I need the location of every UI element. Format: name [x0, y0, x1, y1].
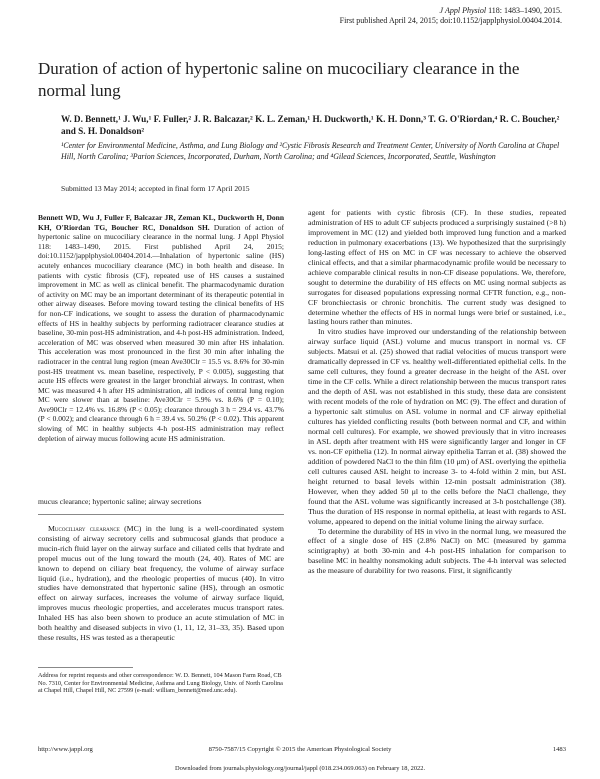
page-number: 1483: [552, 746, 566, 753]
footnote-rule: [38, 667, 133, 668]
article-title: Duration of action of hypertonic saline on mucociliary clearance in the normal lung: [38, 59, 520, 100]
keywords: mucus clearance; hypertonic saline; airway secretions: [38, 497, 202, 506]
journal-url[interactable]: http://www.jappl.org: [38, 746, 93, 753]
body-right-paragraph-1: agent for patients with cystic fibrosis (CF). In these studies, repeated administration of HS to adult CF subjects produced a surprisingly sustained (>8 h) improvement in MC (12) and yielded both improved lung function and a marked reduction in pulmonary exacerbations (13). We hypothesized that the surprisingly long-lasting effect of HS on MC in CF was necessary to achieve the observed clinical effects, and that a similar pharmacodynamic profile would be necessary to achieve comparable clinical results in non-CF disease populations. We, therefore, sought to determine the durability of HS effects on MC using normal subjects as surrogates for diseased populations expressing normal CFTR function, e.g., non-CF bronchiectasis or chronic bronchitis. The current study was designed to determine whether the effects of HS in normal lungs were brief or sustained, i.e., lasting hours rather than minutes.: [308, 208, 566, 327]
journal-header: [0, 6, 562, 26]
body-right-column: [308, 208, 566, 576]
section-divider: [38, 514, 284, 515]
body-right-paragraph-3: To determine the durability of HS in vivo in the normal lung, we measured the effect of a single dose of HS (2.8% NaCl) on MC (measured by gamma scintigraphy) at both 30-min and 4-h post-HS inhalation for comparison to baseline MC in healthy nonsmoking adult subjects. The 4-h interval was selected as the measure of durability for two reasons. First, it significantly: [308, 526, 566, 576]
correspondence-footnote: Address for reprint requests and other correspondence: W. D. Bennett, 104 Mason Farm Road, CB No. 7310, Center for Environmental Medicine, Asthma and Lung Biology, Univ. of North Carolina at Chapel Hill, Chapel Hill, NC 27599 (e-mail: william_bennett@med.unc.edu).: [38, 672, 283, 695]
copyright: 8750-7587/15 Copyright © 2015 the American Physiological Society: [208, 746, 392, 753]
body-right-paragraph-2: In vitro studies have improved our understanding of the relationship between airway surface liquid (ASL) volume and mucus transport in normal vs. CF subjects. Matsui et al. (25) showed that radial velocities of mucus transport were dramatically depressed in CF vs. healthy well-differentiated epithelial cells. In the same cell cultures, they found a greater decrease in the height of the ASL over time in the CF cells. While a direct relationship between the mucus transport rates and the depth of ASL was not established in this study, these data are consistent with recent models of the role of hydration on MC (9). The effect and duration of a hypertonic salt stimulus on ASL volume in normal and CF airway epithelial cultures has yielded conflicting results (both between normal and CF, and within normal cell cultures). For example, we showed previously that in vitro increases in ASL depth after treatment with HS were significantly larger and longer in CF vs. non-CF epithelia (12). In normal airway epithelia Tarran et al. (38) showed the addition of powdered NaCl to the thin film (10 μm) of ASL overlying the epithelia cell cultures caused ASL height to increase 3- to 4-fold within 2 min, but ASL height returned to basal levels within 12-min postsalt administration (38). However, when they added 50 μl to the cells before the NaCl challenge, they found that the ASL volume was significantly increased at 3-h postchallenge (38). Thus the duration of HS response in normal epithelia, at least with regards to ASL volume, appeared to depend on the initial volume lining the airway surface.: [308, 327, 566, 526]
first-published: First published April 24, 2015; doi:10.1152/japplphysiol.00404.2014.: [339, 16, 562, 25]
download-notice: Downloaded from journals.physiology.org/journal/jappl (018.234.069.063) on February 18, 2022.: [174, 765, 426, 772]
abstract-text: Duration of action of hypertonic saline on mucociliary clearance in the normal lung. J Appl Physiol 118: 1483–1490, 2015. First published April 24, 2015; doi:10.1152/japplphysiol.00404.2014.—Inhalation of hypertonic saline (HS) acutely enhances mucociliary clearance (MC) in both health and disease. In patients with cystic fibrosis (CF), repeated use of HS causes a sustained improvement in MC as well as clinical benefit. The pharmacodynamic duration of activity on MC may be an important determinant of its therapeutic potential in other airway diseases. Before moving toward testing the clinical benefits of HS for non-CF indications, we sought to assess the duration of pharmacodynamic effects of HS in healthy subjects by performing radiotracer clearance studies at baseline, 30-min post-HS administration, and 4-h post-HS administration. Indeed, acceleration of MC was observed when measured 30 min after HS inhalation. This acceleration was most pronounced in the first 30 min after inhaling the radiotracer in the central lung region (mean Ave30Clr = 15.5 vs. 8.6% for 30-min post-HS treatment vs. mean baseline, respectively, P < 0.005), suggesting that acute HS effects were greatest in the larger bronchial airways. In contrast, when MC was measured 4 h after HS administration, all indices of central lung region MC were slower than at baseline: Ave30Clr = 5.9% vs. 8.6% (P = 0.10); Ave90Clr = 12.4% vs. 16.8% (P < 0.05); clearance through 3 h = 29.4 vs. 43.7% (P < 0.002); and clearance through 6 h = 39.4 vs. 50.2% (P < 0.02). This apparent slowing of MC in healthy subjects 4-h post-HS administration may reflect depletion of airway mucus following acute HS administration.: [38, 222, 284, 443]
affiliations: ¹Center for Environmental Medicine, Asthma, and Lung Biology and ²Cystic Fibrosis Research and Treatment Center, University of North Carolina at Chapel Hill, North Carolina; ³Parion Sciences, Incorporated, Durham, North Carolina; and ⁴Gilead Sciences, Incorporated, Seattle, Washington: [61, 141, 560, 161]
journal-abbrev: J Appl Physiol: [439, 6, 487, 15]
submitted-date: Submitted 13 May 2014; accepted in final form 17 April 2015: [61, 184, 250, 193]
authors: W. D. Bennett,¹ J. Wu,¹ F. Fuller,² J. R. Balcazar,² K. L. Zeman,¹ H. Duckworth,¹ K. H. Donn,³ T. G. O'Riordan,⁴ R. C. Boucher,² and S. H. Donaldson²: [61, 114, 560, 136]
lead-in: Mucociliary clearance: [48, 524, 120, 533]
body-left-text: (MC) in the lung is a well-coordinated system consisting of airway secretory cells and submucosal glands that produce a mucin-rich fluid layer on the airway surface and ciliated cells that hydrate and propel mucus out of the lung toward the mouth (24, 40). Rates of MC are known to depend on ciliary beat frequency, the volume of airway surface liquid (i.e., hydration), and the rheologic properties of mucus (40). In vitro studies have demonstrated that hypertonic saline (HS), through an osmotic effect on airway surfaces, increases the volume of airway surface liquid, improves mucus rheologic properties, and accelerates mucus transport rates. Inhaled HS has also been shown to produce an acute stimulation of MC in both healthy and diseased subjects in vivo (1, 11, 12, 31–33, 35). Based upon these results, HS was tested as a therapeutic: [38, 524, 284, 642]
body-left-column: [38, 524, 284, 643]
abstract: [38, 213, 284, 443]
abstract-citation: Bennett WD, Wu J, Fuller F, Balcazar JR, Zeman KL, Duckworth H, Donn KH, O'Riordan TG, Boucher RC, Donaldson SH.: [38, 213, 284, 232]
journal-citation: 118: 1483–1490, 2015.: [488, 6, 562, 15]
